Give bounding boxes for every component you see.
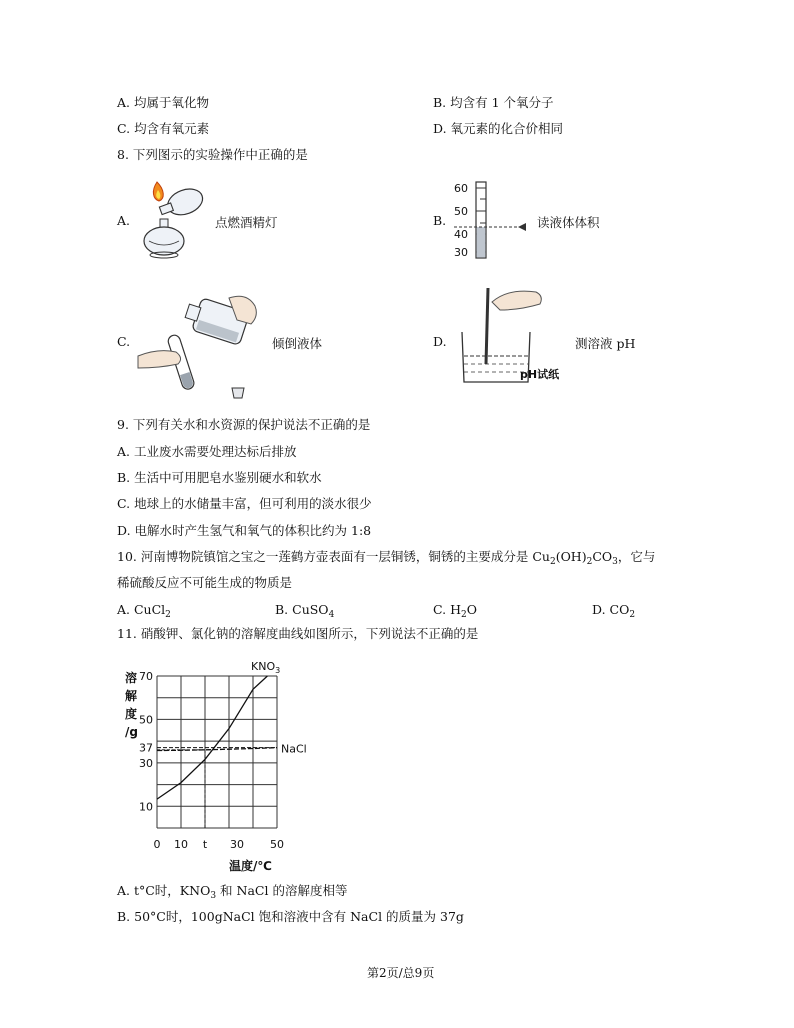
x-tick-label: 30 — [230, 838, 244, 851]
chart-grid — [157, 676, 277, 828]
chart-ylabel-4: /g — [125, 725, 138, 739]
alcohol-lamp-figure — [137, 177, 209, 263]
q10-stem-part-d: ，它与 — [617, 549, 656, 564]
q8-option-b-letter: B. — [433, 213, 447, 228]
series-label-kno3: $KNO_3$ — [251, 660, 281, 675]
q8-stem: 8. 下列图示的实验操作中正确的是 — [117, 147, 308, 162]
graduated-cylinder-figure — [452, 180, 532, 262]
chart-ylabel-2: 解 — [125, 689, 138, 703]
q8-option-a-letter: A. — [117, 213, 131, 228]
ph-test-figure — [452, 284, 572, 388]
q10-option-d — [592, 602, 635, 623]
chart-xlabel: 温度/℃ — [229, 859, 272, 873]
q10-option-d-text: D. CO — [592, 602, 630, 617]
q9-option-c: C. 地球上的水储量丰富，但可利用的淡水很少 — [117, 496, 372, 511]
x-tick-label: t — [202, 838, 208, 851]
y-tick-label: 30 — [139, 756, 153, 770]
pouring-liquid-figure — [134, 290, 264, 406]
q10-option-c-text: C. H — [433, 602, 461, 617]
q10-stem-part-b: (OH) — [555, 549, 587, 564]
q10-option-b-text: B. CuSO — [275, 602, 329, 617]
ph-paper-label: pH试纸 — [520, 368, 560, 381]
q10-stem-line2: 稀硫酸反应不可能生成的物质是 — [117, 575, 293, 590]
q10-option-c-sub: 2 — [460, 610, 467, 620]
y-tick-label: 70 — [139, 670, 153, 683]
q10-option-a-sub: 2 — [165, 610, 171, 620]
chart-ylabel-3: 度 — [125, 707, 138, 721]
q10-sub-1: 2 — [549, 557, 556, 567]
q10-option-c — [433, 602, 477, 623]
q7-option-a: A. 均属于氧化物 — [117, 95, 209, 110]
q8-option-a-text: 点燃酒精灯 — [215, 215, 278, 230]
y-tick-label: 10 — [139, 800, 153, 814]
q10-option-a — [117, 602, 171, 623]
q8-option-c-text: 倾倒液体 — [272, 336, 323, 351]
q11-stem: 11. 硝酸钾、氯化钠的溶解度曲线如图所示，下列说法不正确的是 — [117, 626, 479, 641]
q11-option-a — [117, 883, 347, 904]
q8-option-b-text: 读液体体积 — [537, 215, 600, 230]
q10-option-b — [275, 602, 334, 623]
x-tick-label: 0 — [153, 838, 161, 851]
q10-sub-3: 3 — [612, 557, 618, 567]
q9-stem: 9. 下列有关水和水资源的保护说法不正确的是 — [117, 417, 371, 432]
q7-option-d: D. 氧元素的化合价相同 — [433, 121, 564, 136]
q9-option-b: B. 生活中可用肥皂水鉴别硬水和软水 — [117, 470, 322, 485]
q10-option-b-sub: 4 — [328, 610, 335, 620]
chart-ticks — [139, 670, 284, 851]
q7-option-c: C. 均含有氧元素 — [117, 121, 210, 136]
q8-option-c-letter: C. — [117, 334, 131, 349]
chart-lines — [157, 660, 307, 828]
x-tick-label: 50 — [270, 838, 284, 851]
series-label-kno3-sub: 3 — [275, 666, 281, 675]
series-label-nacl: NaCl — [281, 742, 307, 756]
q10-option-d-sub: 2 — [629, 610, 636, 620]
q10-option-a-text: A. CuCl — [117, 602, 166, 617]
q8-option-d-text: 测溶液 pH — [575, 336, 636, 351]
eye-icon — [518, 223, 526, 231]
scale-label-40: 40 — [454, 228, 468, 241]
q10-stem-part-a: 10. 河南博物院镇馆之宝之一莲鹤方壶表面有一层铜锈，铜锈的主要成分是 Cu — [117, 549, 550, 564]
q8-option-d-letter: D. — [433, 334, 447, 349]
y-tick-label: 50 — [139, 713, 153, 727]
q9-option-a: A. 工业废水需要处理达标后排放 — [117, 444, 297, 459]
q11-option-a-part-a: A. t°C时，KNO — [117, 883, 211, 898]
q11-option-a-part-b: 和 NaCl 的溶解度相等 — [216, 883, 348, 898]
y-tick-label: 37 — [139, 741, 153, 755]
q10-stem — [117, 549, 655, 570]
q10-option-c-tail: O — [466, 602, 477, 617]
scale-label-50: 50 — [454, 205, 468, 218]
chart-ylabel-1: 溶 — [125, 671, 138, 685]
q11-option-b: B. 50°C时，100gNaCl 饱和溶液中含有 NaCl 的质量为 37g — [117, 909, 464, 924]
scale-label-30: 30 — [454, 246, 468, 259]
q10-stem-part-c: CO — [592, 549, 613, 564]
q9-option-d: D. 电解水时产生氢气和氧气的体积比约为 1:8 — [117, 523, 372, 538]
x-tick-label: 10 — [174, 838, 188, 851]
solubility-chart — [117, 652, 317, 874]
page-footer: 第2页/总9页 — [367, 966, 435, 980]
scale-label-60: 60 — [454, 182, 468, 195]
q10-sub-2: 2 — [586, 557, 593, 567]
series-kno3 — [157, 676, 267, 799]
q11-option-a-sub: 3 — [210, 891, 217, 901]
q7-option-b: B. 均含有 1 个氧分子 — [433, 95, 554, 110]
